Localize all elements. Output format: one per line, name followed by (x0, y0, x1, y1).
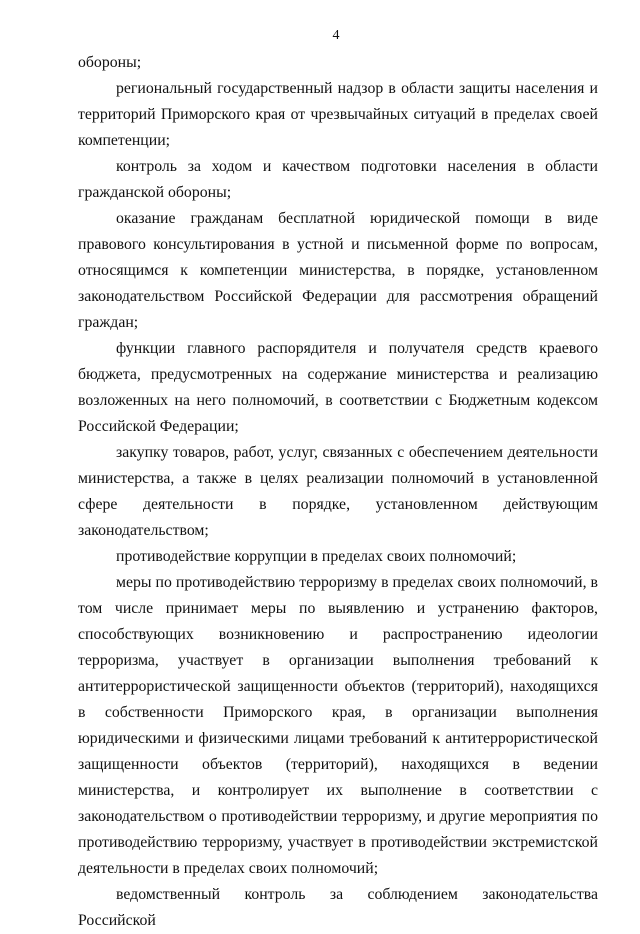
paragraph-3: контроль за ходом и качеством подготовки населения в области гражданской обороны; (78, 158, 598, 201)
paragraph-7: противодействие коррупции в пределах своих полномочий; (116, 548, 517, 565)
paragraph-8: меры по противодействию терроризму в пределах своих полномочий, в том числе принимает меры по выявлению и устранению факторов, способствующих возникновению и распространению идеологии терроризма, участвует в организации выполнения требований к антитеррористической защищенности объектов (территорий), находящихся в собственности Приморского края, в организации выполнения юридическими и физическими лицами требований к антитеррористической защищенности объектов (территорий), находящихся в ведении министерства, и контролирует их выполнение в соответствии с законодательством о противодействии терроризму, и другие мероприятия по противодействию терроризму, участвует в противодействии экстремистской деятельности в пределах своих полномочий; (78, 574, 598, 877)
paragraph-1: обороны; (78, 54, 142, 71)
document-body (78, 50, 598, 934)
paragraph-4: оказание гражданам бесплатной юридической помощи в виде правового консультирования в устной и письменной форме по вопросам, относящимся к компетенции министерства, в порядке, установленном законодательством Российской Федерации для рассмотрения обращений граждан; (78, 210, 598, 331)
paragraph-5: функции главного распорядителя и получателя средств краевого бюджета, предусмотренных на содержание министерства и реализацию возложенных на него полномочий, в соответствии с Бюджетным кодексом Российской Федерации; (78, 340, 598, 435)
paragraph-2: региональный государственный надзор в области защиты населения и территорий Приморского края от чрезвычайных ситуаций в пределах своей компетенции; (78, 80, 598, 149)
paragraph-6: закупку товаров, работ, услуг, связанных с обеспечением деятельности министерства, а также в целях реализации полномочий в установленной сфере деятельности в порядке, установленном действующим законодательством; (78, 444, 598, 539)
paragraph-9: ведомственный контроль за соблюдением законодательства Российской (78, 886, 598, 929)
page-number: 4 (332, 28, 340, 43)
